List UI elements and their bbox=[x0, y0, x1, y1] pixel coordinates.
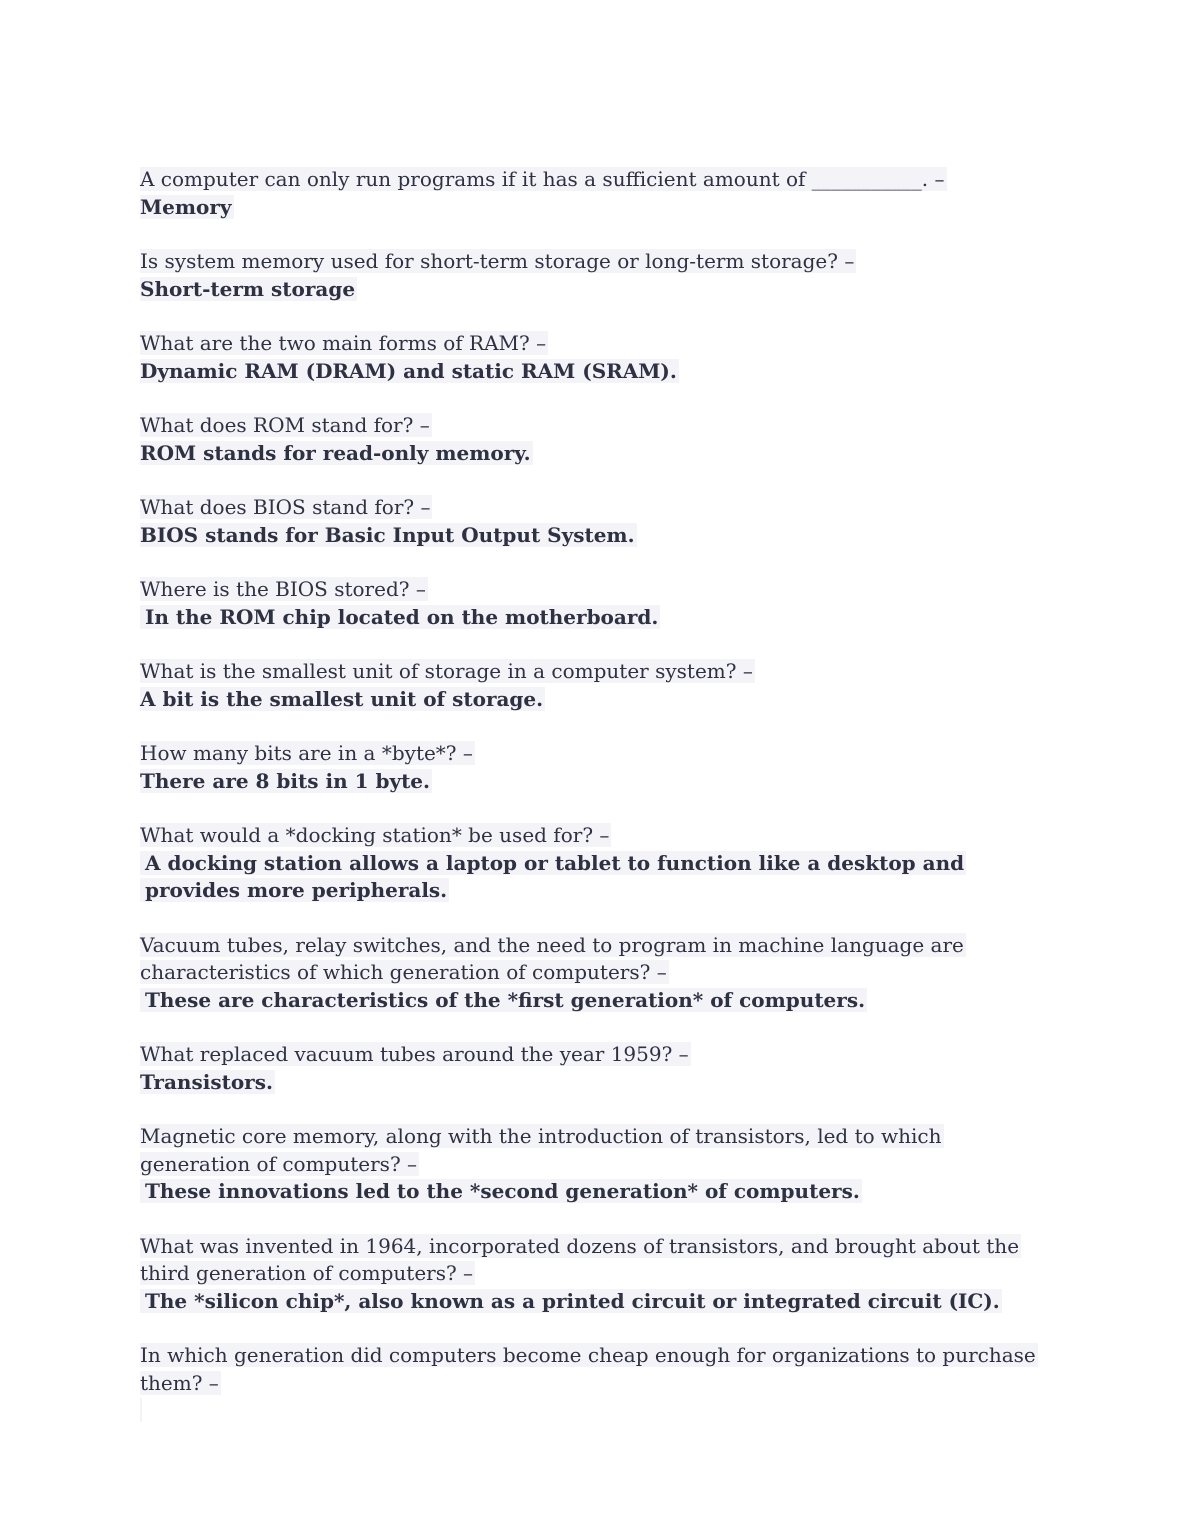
answer: Memory bbox=[140, 194, 232, 219]
qa-item-14 bbox=[140, 1342, 1050, 1425]
answer bbox=[140, 1397, 1050, 1425]
answer: Dynamic RAM (DRAM) and static RAM (SRAM). bbox=[140, 358, 677, 383]
qa-item-3 bbox=[140, 330, 1050, 385]
answer: These innovations led to the *second generation* of computers. bbox=[140, 1178, 1050, 1206]
answer: A bit is the smallest unit of storage. bbox=[140, 686, 544, 711]
answer: There are 8 bits in 1 byte. bbox=[140, 768, 430, 793]
question: What was invented in 1964, incorporated dozens of transistors, and brought about the third generation of computers? – bbox=[140, 1233, 1020, 1285]
question: What would a *docking station* be used for? – bbox=[140, 823, 610, 847]
qa-item-5 bbox=[140, 494, 1050, 549]
answer: These are characteristics of the *first generation* of computers. bbox=[140, 987, 1050, 1015]
qa-item-2 bbox=[140, 248, 1050, 303]
answer: In the ROM chip located on the motherboard. bbox=[140, 604, 1050, 632]
qa-item-1 bbox=[140, 166, 1050, 221]
qa-item-12 bbox=[140, 1123, 1050, 1206]
qa-item-8 bbox=[140, 740, 1050, 795]
answer: ROM stands for read-only memory. bbox=[140, 440, 531, 465]
question: What does BIOS stand for? – bbox=[140, 495, 431, 519]
qa-item-10 bbox=[140, 932, 1050, 1015]
answer: BIOS stands for Basic Input Output System. bbox=[140, 522, 635, 547]
answer: Short-term storage bbox=[140, 276, 356, 301]
answer: The *silicon chip*, also known as a printed circuit or integrated circuit (IC). bbox=[140, 1288, 1050, 1316]
qa-item-7 bbox=[140, 658, 1050, 713]
qa-item-11 bbox=[140, 1041, 1050, 1096]
question: Magnetic core memory, along with the introduction of transistors, led to which generation of computers? – bbox=[140, 1124, 942, 1176]
qa-item-6 bbox=[140, 576, 1050, 631]
answer: Transistors. bbox=[140, 1069, 273, 1094]
question: What is the smallest unit of storage in a computer system? – bbox=[140, 659, 753, 683]
question: Vacuum tubes, relay switches, and the need to program in machine language are characteristics of which generation of computers? – bbox=[140, 932, 964, 984]
qa-item-9 bbox=[140, 822, 1050, 905]
question: What are the two main forms of RAM? – bbox=[140, 331, 547, 355]
question: How many bits are in a *byte*? – bbox=[140, 741, 473, 765]
question: A computer can only run programs if it has a sufficient amount of ___________. – bbox=[140, 167, 945, 191]
question: What replaced vacuum tubes around the year 1959? – bbox=[140, 1042, 689, 1066]
question: Where is the BIOS stored? – bbox=[140, 577, 426, 601]
question: In which generation did computers become cheap enough for organizations to purchase them? – bbox=[140, 1343, 1036, 1395]
qa-item-4 bbox=[140, 412, 1050, 467]
document-page bbox=[140, 166, 1050, 1452]
answer: A docking station allows a laptop or tablet to function like a desktop and provides more peripherals. bbox=[140, 850, 1050, 905]
question: Is system memory used for short-term storage or long-term storage? – bbox=[140, 249, 855, 273]
qa-item-13 bbox=[140, 1233, 1050, 1316]
question: What does ROM stand for? – bbox=[140, 413, 430, 437]
